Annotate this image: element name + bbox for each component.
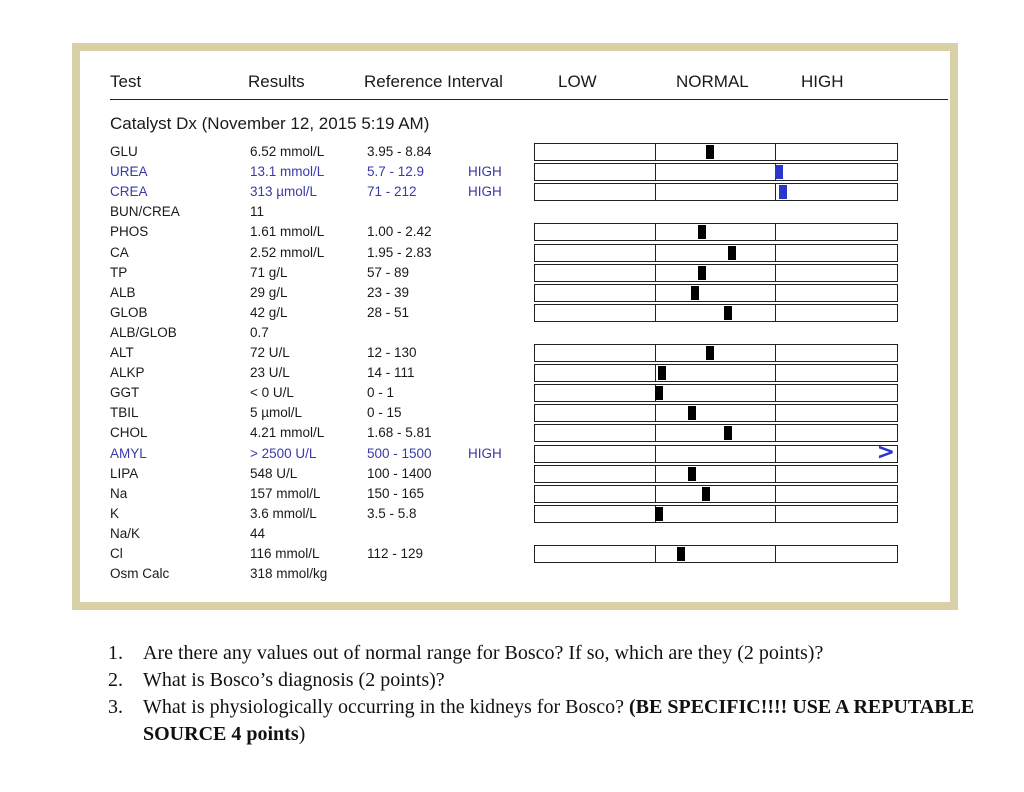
range-divider xyxy=(775,546,776,562)
range-divider xyxy=(775,245,776,261)
value-marker xyxy=(655,386,663,400)
row-result: 13.1 mmol/L xyxy=(250,164,325,180)
question-text: What is Bosco’s diagnosis (2 points)? xyxy=(143,669,445,691)
row-flag: HIGH xyxy=(468,445,502,461)
row-test: GLU xyxy=(110,144,138,159)
value-marker xyxy=(698,225,706,239)
header-normal: NORMAL xyxy=(676,72,749,91)
row-flag: HIGH xyxy=(468,184,502,200)
value-marker xyxy=(688,467,696,481)
row-test: ALB/GLOB xyxy=(110,324,177,340)
question-number: 2. xyxy=(108,669,123,691)
value-marker xyxy=(728,246,736,260)
range-divider xyxy=(655,245,656,261)
row-ref-interval: 12 - 130 xyxy=(367,345,417,360)
question-item xyxy=(108,667,1008,694)
row-ref-interval: 1.00 - 2.42 xyxy=(367,224,432,240)
range-bar xyxy=(534,439,898,465)
value-marker xyxy=(775,165,783,179)
value-marker xyxy=(658,366,666,380)
range-bar xyxy=(534,163,898,181)
value-marker xyxy=(706,145,714,159)
row-ref-interval: 5.7 - 12.9 xyxy=(367,164,425,180)
row-result: 318 mmol/kg xyxy=(250,566,328,582)
range-divider xyxy=(775,224,776,240)
range-divider xyxy=(655,446,656,462)
value-marker xyxy=(698,266,706,280)
row-ref-interval: 0 - 1 xyxy=(367,385,395,401)
row-ref-interval: 100 - 1400 xyxy=(367,465,432,481)
header-low: LOW xyxy=(558,72,597,91)
range-divider xyxy=(775,425,776,441)
question-number: 3. xyxy=(108,696,123,718)
range-bar xyxy=(534,364,898,382)
row-result: 72 U/L xyxy=(250,345,290,360)
range-divider xyxy=(775,365,776,381)
row-ref-interval: 23 - 39 xyxy=(367,284,410,300)
question-text: Are there any values out of normal range for Bosco? If so, which are they (2 points)? xyxy=(143,642,824,664)
range-divider xyxy=(655,305,656,321)
question-item xyxy=(108,694,1008,748)
row-result: 116 mmol/L xyxy=(250,546,320,561)
value-marker xyxy=(691,286,699,300)
range-divider xyxy=(775,405,776,421)
range-bar xyxy=(534,223,898,241)
row-test: ALKP xyxy=(110,365,145,381)
row-test: TP xyxy=(110,264,128,280)
row-ref-interval: 500 - 1500 xyxy=(367,445,432,461)
range-divider xyxy=(655,265,656,281)
row-result: 157 mmol/L xyxy=(250,485,321,501)
report-panel xyxy=(80,51,950,602)
header-test: Test xyxy=(110,72,142,91)
value-marker xyxy=(688,406,696,420)
row-result: 44 xyxy=(250,525,266,541)
range-divider xyxy=(775,345,776,361)
value-marker xyxy=(724,306,732,320)
range-divider xyxy=(775,486,776,502)
range-bar xyxy=(534,284,898,302)
range-bar xyxy=(534,465,898,483)
range-bar xyxy=(534,183,898,201)
range-divider xyxy=(775,265,776,281)
range-divider xyxy=(775,305,776,321)
row-result: > 2500 U/L xyxy=(250,445,317,461)
row-ref-interval: 3.95 - 8.84 xyxy=(367,144,432,159)
range-bar xyxy=(534,485,898,503)
value-marker xyxy=(677,547,685,561)
row-result: 23 U/L xyxy=(250,365,290,381)
question-emphasis: (BE SPECIFIC!!!! USE A REPUTABLE SOURCE 4 points xyxy=(143,696,975,745)
value-marker xyxy=(779,185,787,199)
header-divider xyxy=(110,99,948,100)
row-ref-interval: 71 - 212 xyxy=(367,184,417,200)
range-divider xyxy=(655,285,656,301)
row-result: 42 g/L xyxy=(250,304,288,320)
range-divider xyxy=(655,466,656,482)
question-item xyxy=(108,640,1008,667)
section-title: Catalyst Dx (November 12, 2015 5:19 AM) xyxy=(110,114,430,133)
range-divider xyxy=(655,144,656,160)
row-test: PHOS xyxy=(110,224,149,240)
question-number: 1. xyxy=(108,642,123,664)
range-divider xyxy=(655,486,656,502)
range-bar xyxy=(534,143,898,161)
row-test: ALT xyxy=(110,345,134,360)
range-divider xyxy=(655,184,656,200)
row-test: ALB xyxy=(110,284,136,300)
row-test: LIPA xyxy=(110,465,139,481)
range-divider xyxy=(775,144,776,160)
row-ref-interval: 0 - 15 xyxy=(367,405,402,421)
row-result: 0.7 xyxy=(250,324,269,340)
row-ref-interval: 150 - 165 xyxy=(367,485,425,501)
row-result: 3.6 mmol/L xyxy=(250,505,317,521)
header-high: HIGH xyxy=(801,72,844,91)
row-ref-interval: 3.5 - 5.8 xyxy=(367,505,417,521)
row-result: < 0 U/L xyxy=(250,385,294,401)
value-marker xyxy=(706,346,714,360)
range-divider xyxy=(775,285,776,301)
range-bar xyxy=(534,404,898,422)
row-test: CREA xyxy=(110,184,148,200)
range-divider xyxy=(775,385,776,401)
question-tail: ) xyxy=(298,723,306,745)
range-bar xyxy=(534,304,898,322)
range-divider xyxy=(775,506,776,522)
row-result: 2.52 mmol/L xyxy=(250,244,325,260)
range-divider xyxy=(775,446,776,462)
row-test: GLOB xyxy=(110,304,148,320)
range-bar xyxy=(534,344,898,362)
value-marker xyxy=(724,426,732,440)
range-divider xyxy=(655,546,656,562)
range-divider xyxy=(655,425,656,441)
row-ref-interval: 57 - 89 xyxy=(367,264,410,280)
row-result: 71 g/L xyxy=(250,264,288,280)
row-result: 313 µmol/L xyxy=(250,184,318,200)
row-flag: HIGH xyxy=(468,164,502,180)
lab-report xyxy=(80,51,950,602)
range-bar xyxy=(534,264,898,282)
range-divider xyxy=(655,345,656,361)
lab-report-frame xyxy=(72,43,958,610)
row-test: Osm Calc xyxy=(110,566,170,582)
row-test: UREA xyxy=(110,164,148,180)
row-test: CHOL xyxy=(110,425,148,441)
row-ref-interval: 28 - 51 xyxy=(367,304,410,320)
row-result: 548 U/L xyxy=(250,465,298,481)
row-ref-interval: 1.95 - 2.83 xyxy=(367,244,432,260)
row-result: 4.21 mmol/L xyxy=(250,425,325,441)
range-bar xyxy=(534,505,898,523)
row-test: Na/K xyxy=(110,525,141,541)
range-bar xyxy=(534,424,898,442)
range-divider xyxy=(775,184,776,200)
row-result: 6.52 mmol/L xyxy=(250,144,325,159)
range-divider xyxy=(775,466,776,482)
range-bar xyxy=(534,384,898,402)
row-result: 11 xyxy=(250,204,265,220)
value-marker xyxy=(702,487,710,501)
over-range-arrow-icon: > xyxy=(876,439,895,465)
row-test: Na xyxy=(110,485,128,501)
question-list xyxy=(108,640,1008,748)
row-test: TBIL xyxy=(110,405,139,421)
row-test: AMYL xyxy=(110,445,147,461)
range-bar xyxy=(534,545,898,563)
row-ref-interval: 14 - 111 xyxy=(367,365,415,381)
range-divider xyxy=(655,405,656,421)
row-test: CA xyxy=(110,244,129,260)
header-results: Results xyxy=(248,72,305,91)
row-test: GGT xyxy=(110,385,140,401)
range-divider xyxy=(655,224,656,240)
row-ref-interval: 112 - 129 xyxy=(367,546,424,561)
value-marker xyxy=(655,507,663,521)
row-ref-interval: 1.68 - 5.81 xyxy=(367,425,432,441)
range-bar xyxy=(534,244,898,262)
question-text: What is physiologically occurring in the kidneys for Bosco? xyxy=(143,696,630,718)
row-result: 29 g/L xyxy=(250,284,288,300)
range-divider xyxy=(655,164,656,180)
row-result: 1.61 mmol/L xyxy=(250,224,325,240)
row-test: Cl xyxy=(110,546,123,561)
range-divider xyxy=(655,365,656,381)
row-result: 5 µmol/L xyxy=(250,405,303,421)
header-reference-interval: Reference Interval xyxy=(364,72,503,91)
row-test: BUN/CREA xyxy=(110,204,180,220)
row-test: K xyxy=(110,505,120,521)
